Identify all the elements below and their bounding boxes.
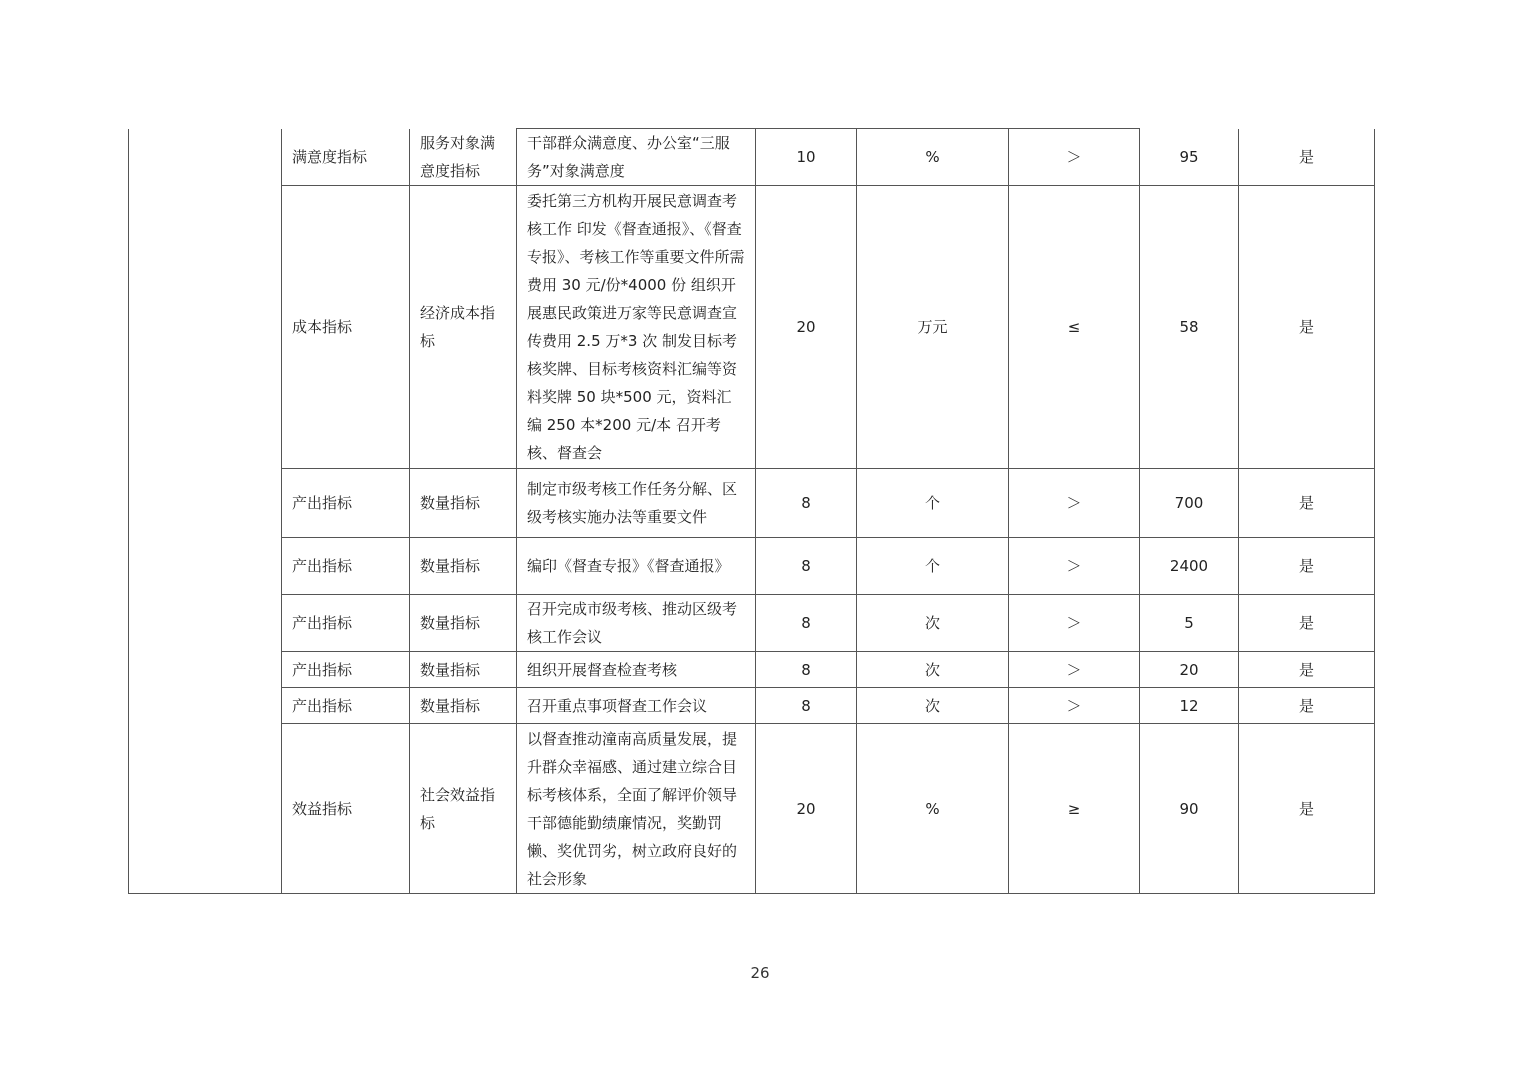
target-value-cell: 58 — [1140, 186, 1239, 469]
completed-cell: 是 — [1239, 186, 1375, 469]
table-row — [129, 186, 1375, 469]
weight-cell: 10 — [756, 129, 857, 186]
level2-indicator-cell: 数量指标 — [410, 469, 517, 538]
level1-indicator-cell: 产出指标 — [282, 652, 410, 688]
table-row — [129, 652, 1375, 688]
table-row — [129, 129, 1375, 186]
completed-cell: 是 — [1239, 469, 1375, 538]
target-value-cell: 5 — [1140, 595, 1239, 652]
completed-cell: 是 — [1239, 724, 1375, 894]
operator-cell: ≥ — [1009, 724, 1140, 894]
target-value-cell: 90 — [1140, 724, 1239, 894]
completed-cell: 是 — [1239, 688, 1375, 724]
level2-indicator-cell: 数量指标 — [410, 595, 517, 652]
performance-indicator-table — [128, 128, 1375, 894]
weight-cell: 8 — [756, 652, 857, 688]
level1-indicator-cell: 产出指标 — [282, 469, 410, 538]
indicator-description-cell: 委托第三方机构开展民意调查考核工作 印发《督查通报》、《督查专报》、考核工作等重要文件所需费用 30 元/份*4000 份 组织开展惠民政策进万家等民意调查宣传费用 2.5 万*3 次 制发目标考核奖牌、目标考核资料汇编等资料奖牌 50 块*500 元，资料汇编 250 本*200 元/本 召开考核、督查会 — [517, 186, 756, 469]
table-row — [129, 595, 1375, 652]
indicator-description-cell: 以督查推动潼南高质量发展，提升群众幸福感、通过建立综合目标考核体系，全面了解评价领导干部德能勤绩廉情况，奖勤罚懒、奖优罚劣，树立政府良好的社会形象 — [517, 724, 756, 894]
weight-cell: 20 — [756, 724, 857, 894]
level2-indicator-cell: 数量指标 — [410, 652, 517, 688]
level2-indicator-cell: 经济成本指标 — [410, 186, 517, 469]
level1-indicator-cell: 效益指标 — [282, 724, 410, 894]
unit-cell: 次 — [857, 652, 1009, 688]
weight-cell: 8 — [756, 538, 857, 595]
indicator-description-cell: 召开完成市级考核、推动区级考核工作会议 — [517, 595, 756, 652]
weight-cell: 8 — [756, 469, 857, 538]
weight-cell: 20 — [756, 186, 857, 469]
indicator-description-cell: 组织开展督查检查考核 — [517, 652, 756, 688]
page-number: 26 — [750, 964, 770, 982]
operator-cell: ≤ — [1009, 186, 1140, 469]
indicator-description-cell: 制定市级考核工作任务分解、区级考核实施办法等重要文件 — [517, 469, 756, 538]
indicator-description-cell: 召开重点事项督查工作会议 — [517, 688, 756, 724]
completed-cell: 是 — [1239, 538, 1375, 595]
table-row — [129, 469, 1375, 538]
table-row — [129, 724, 1375, 894]
unit-cell: 个 — [857, 469, 1009, 538]
unit-cell: 个 — [857, 538, 1009, 595]
unit-cell: 万元 — [857, 186, 1009, 469]
operator-cell: ＞ — [1009, 688, 1140, 724]
level1-indicator-cell: 产出指标 — [282, 538, 410, 595]
operator-cell: ＞ — [1009, 595, 1140, 652]
target-value-cell: 12 — [1140, 688, 1239, 724]
weight-cell: 8 — [756, 688, 857, 724]
level1-indicator-cell: 产出指标 — [282, 688, 410, 724]
table-row — [129, 688, 1375, 724]
level1-indicator-cell: 产出指标 — [282, 595, 410, 652]
level2-indicator-cell: 社会效益指标 — [410, 724, 517, 894]
table-row — [129, 538, 1375, 595]
level1-indicator-cell: 满意度指标 — [282, 129, 410, 186]
indicator-description-cell: 编印《督查专报》《督查通报》 — [517, 538, 756, 595]
completed-cell: 是 — [1239, 595, 1375, 652]
operator-cell: ＞ — [1009, 652, 1140, 688]
level2-indicator-cell: 数量指标 — [410, 688, 517, 724]
unit-cell: % — [857, 129, 1009, 186]
target-value-cell: 2400 — [1140, 538, 1239, 595]
weight-cell: 8 — [756, 595, 857, 652]
unit-cell: % — [857, 724, 1009, 894]
level2-indicator-cell: 数量指标 — [410, 538, 517, 595]
target-value-cell: 700 — [1140, 469, 1239, 538]
indicator-description-cell: 干部群众满意度、办公室“三服务”对象满意度 — [517, 129, 756, 186]
completed-cell: 是 — [1239, 652, 1375, 688]
table-body — [129, 129, 1375, 894]
target-value-cell: 95 — [1140, 129, 1239, 186]
unit-cell: 次 — [857, 688, 1009, 724]
operator-cell: ＞ — [1009, 129, 1140, 186]
target-value-cell: 20 — [1140, 652, 1239, 688]
level2-indicator-cell: 服务对象满意度指标 — [410, 129, 517, 186]
level1-indicator-cell: 成本指标 — [282, 186, 410, 469]
operator-cell: ＞ — [1009, 538, 1140, 595]
completed-cell: 是 — [1239, 129, 1375, 186]
category-cell — [129, 129, 282, 894]
unit-cell: 次 — [857, 595, 1009, 652]
operator-cell: ＞ — [1009, 469, 1140, 538]
